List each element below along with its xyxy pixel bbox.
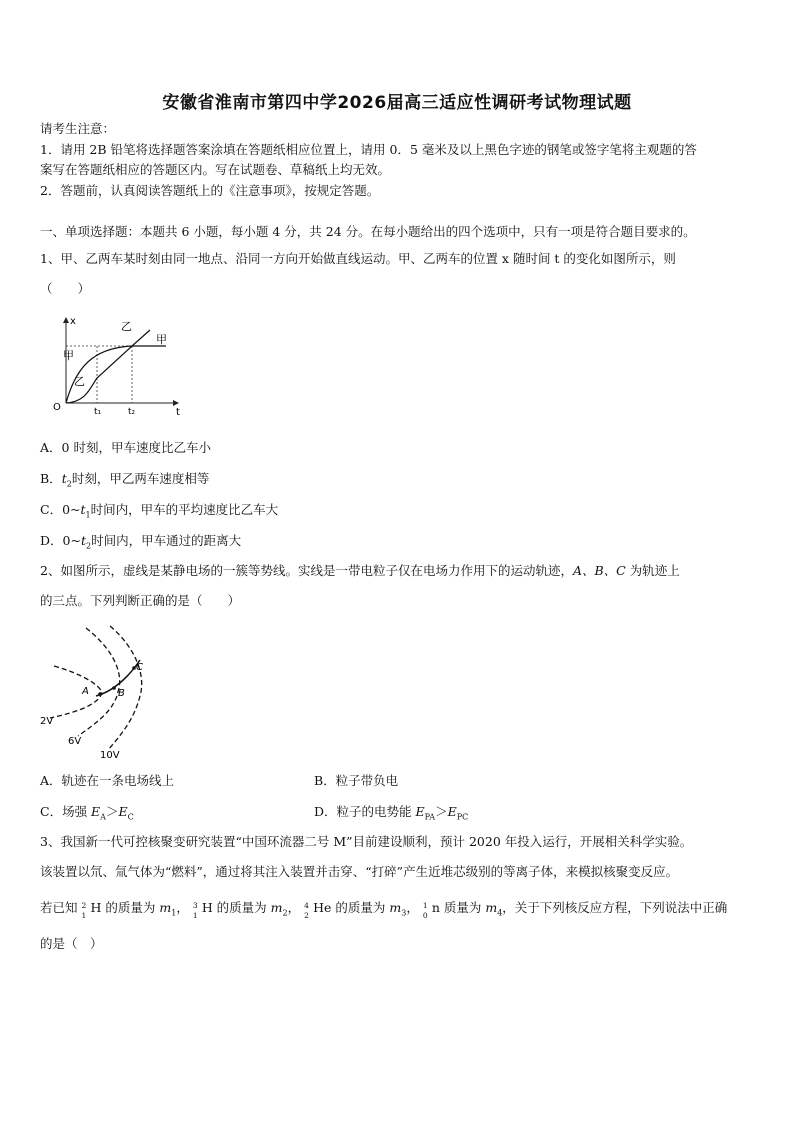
q2-option-c-s1: A — [100, 812, 106, 822]
nuclide-tritium — [192, 901, 202, 920]
q1-option-c-var: t — [80, 502, 86, 517]
section-heading: 一、单项选择题：本题共 6 小题，每小题 4 分，共 24 分。在每小题给出的四个选项中，只有一项是符合题目要求的。 — [40, 224, 696, 239]
q3-line-1: 3、我国新一代可控核聚变研究装置“中国环流器二号 M”目前建设顺利，预计 2020 年投入运行，开展相关科学实验。 — [40, 834, 693, 849]
mass-symbol: m — [389, 900, 402, 915]
q3-line-4: 的是（ ） — [40, 936, 103, 951]
q2-option-a: A．轨迹在一条电场线上 — [40, 773, 175, 788]
nuclide-mass-number: 2 — [81, 901, 87, 910]
q2-option-c-prefix: C．场强 — [40, 804, 92, 819]
q1-option-c-sub: 1 — [85, 510, 91, 520]
nuclide-deuterium — [81, 901, 91, 920]
mass-subscript: 1 — [171, 908, 177, 918]
graph-label-jia-right: 甲 — [156, 333, 167, 346]
q3-line-3 — [40, 900, 727, 922]
graph-t1-label: t₁ — [94, 407, 102, 417]
graph-curve-yi — [66, 330, 150, 403]
q2-stem-part-2: 为轨迹上 — [625, 563, 680, 578]
notice-heading: 请考生注意： — [40, 121, 116, 136]
q2-option-d-e1: E — [415, 804, 425, 819]
q2-equipotential-figure — [38, 622, 168, 762]
q2-stem-line-1 — [40, 563, 680, 579]
nuclide-atomic-number: 2 — [304, 911, 309, 920]
graph-label-yi-low: 乙 — [74, 375, 85, 388]
q1-option-d-var: t — [80, 533, 86, 548]
nuclide-atomic-number: 1 — [192, 911, 198, 920]
nuclide-mass-number: 1 — [422, 901, 428, 910]
point-b-dot — [112, 686, 116, 690]
q1-option-b-var: t — [61, 471, 67, 486]
q2-option-d-e2: E — [447, 804, 457, 819]
potential-label-6v: 6V — [68, 736, 82, 747]
nuclide-neutron — [422, 901, 432, 920]
point-a-label: A — [82, 686, 89, 697]
mass-subscript: 4 — [497, 908, 503, 918]
nuclide-mass-number: 4 — [304, 901, 309, 910]
nuclide-symbol-text: n 质量为 — [431, 900, 486, 915]
q1-option-c-prefix: C．0~ — [40, 502, 81, 517]
q1-stem-line-2: （ ） — [40, 281, 91, 296]
q1-option-b-text: 时刻，甲乙两车速度相等 — [71, 471, 210, 486]
nuclide-atomic-number: 0 — [422, 911, 428, 920]
q2-stem-points: A、B、C — [572, 563, 626, 578]
q2-option-c-gt: ＞ — [105, 804, 119, 819]
q3-line-3-start: 若已知 — [40, 900, 78, 915]
q1-option-b-sub: 2 — [66, 479, 72, 489]
q1-option-d — [40, 531, 241, 551]
graph-label-yi-top: 乙 — [121, 320, 132, 333]
graph-t2-label: t₂ — [128, 407, 136, 417]
separator: ， — [176, 900, 189, 915]
q2-option-c — [40, 802, 134, 822]
graph-y-label: x — [70, 316, 76, 327]
nuclide-symbol-text: H 的质量为 — [90, 900, 160, 915]
q2-stem-line-2: 的三点。下列判断正确的是（ ） — [40, 593, 241, 608]
q3-line-3-end: ，关于下列核反应方程，下列说法中正确 — [502, 900, 728, 915]
equipotential-2v — [50, 666, 102, 718]
q1-option-b — [40, 469, 209, 489]
nuclide-helium — [304, 901, 313, 920]
q2-stem-part-1: 2、如图所示，虚线是某静电场的一簇等势线。实线是一带电粒子仅在电场力作用下的运动轨迹， — [40, 563, 573, 578]
mass-symbol: m — [270, 900, 283, 915]
graph-x-label: t — [176, 407, 180, 418]
q2-option-c-e2: E — [118, 804, 128, 819]
notice-item-1-line-1: 1．请用 2B 铅笔将选择题答案涂填在答题纸相应位置上，请用 0．5 毫米及以上黑色字迹的钢笔或签字笔将主观题的答 — [40, 142, 697, 157]
q2-option-c-e1: E — [91, 804, 101, 819]
q3-line-2: 该装置以氘、氚气体为“燃料”，通过将其注入装置并击穿、“打碎”产生近堆芯级别的等离子体，来模拟核聚变反应。 — [40, 864, 679, 879]
nuclide-symbol-text: He 的质量为 — [313, 900, 390, 915]
nuclide-mass-number: 3 — [192, 901, 198, 910]
notice-item-2: 2．答题前，认真阅读答题纸上的《注意事项》，按规定答题。 — [40, 183, 380, 198]
separator: ， — [287, 900, 301, 915]
potential-label-2v: 2V — [40, 716, 54, 727]
q1-position-time-graph — [48, 312, 188, 418]
q1-stem-line-1: 1、甲、乙两车某时刻由同一地点、沿同一方向开始做直线运动。甲、乙两车的位置 x 随时间 t 的变化如图所示，则 — [40, 251, 676, 266]
q2-option-d-prefix: D．粒子的电势能 — [314, 804, 416, 819]
q1-option-c — [40, 500, 278, 520]
mass-symbol: m — [159, 900, 172, 915]
q2-option-d-s2: PC — [456, 812, 469, 822]
q2-option-d-gt: ＞ — [435, 804, 448, 819]
mass-subscript: 2 — [282, 908, 288, 918]
q1-option-d-prefix: D．0~ — [40, 533, 81, 548]
q2-option-b: B．粒子带负电 — [314, 773, 399, 788]
q1-option-d-sub: 2 — [85, 541, 92, 551]
point-b-label: B — [118, 688, 125, 699]
q2-option-c-s2: C — [127, 812, 134, 822]
q2-option-d — [314, 802, 468, 822]
notice-item-1-line-2: 案写在答题纸相应的答题区内。写在试题卷、草稿纸上均无效。 — [40, 162, 391, 177]
nuclide-atomic-number: 1 — [81, 911, 87, 920]
potential-label-10v: 10V — [100, 750, 120, 761]
q1-option-c-text: 时间内，甲车的平均速度比乙车大 — [90, 502, 279, 517]
graph-origin-label: O — [53, 402, 61, 413]
q2-option-d-s1: PA — [424, 812, 436, 822]
q1-option-b-prefix: B． — [40, 471, 62, 486]
point-c-label: C — [136, 662, 143, 673]
page-title: 安徽省淮南市第四中学2026届高三适应性调研考试物理试题 — [162, 93, 632, 113]
q1-option-d-text: 时间内，甲车通过的距离大 — [91, 533, 242, 548]
separator: ， — [406, 900, 419, 915]
equipotential-6v — [78, 628, 120, 736]
graph-label-jia-left: 甲 — [63, 349, 74, 362]
q1-option-a: A．0 时刻，甲车速度比乙车小 — [40, 440, 211, 455]
mass-symbol: m — [485, 900, 498, 915]
nuclide-symbol-text: H 的质量为 — [201, 900, 271, 915]
mass-subscript: 3 — [401, 908, 407, 918]
point-a-dot — [98, 692, 102, 696]
